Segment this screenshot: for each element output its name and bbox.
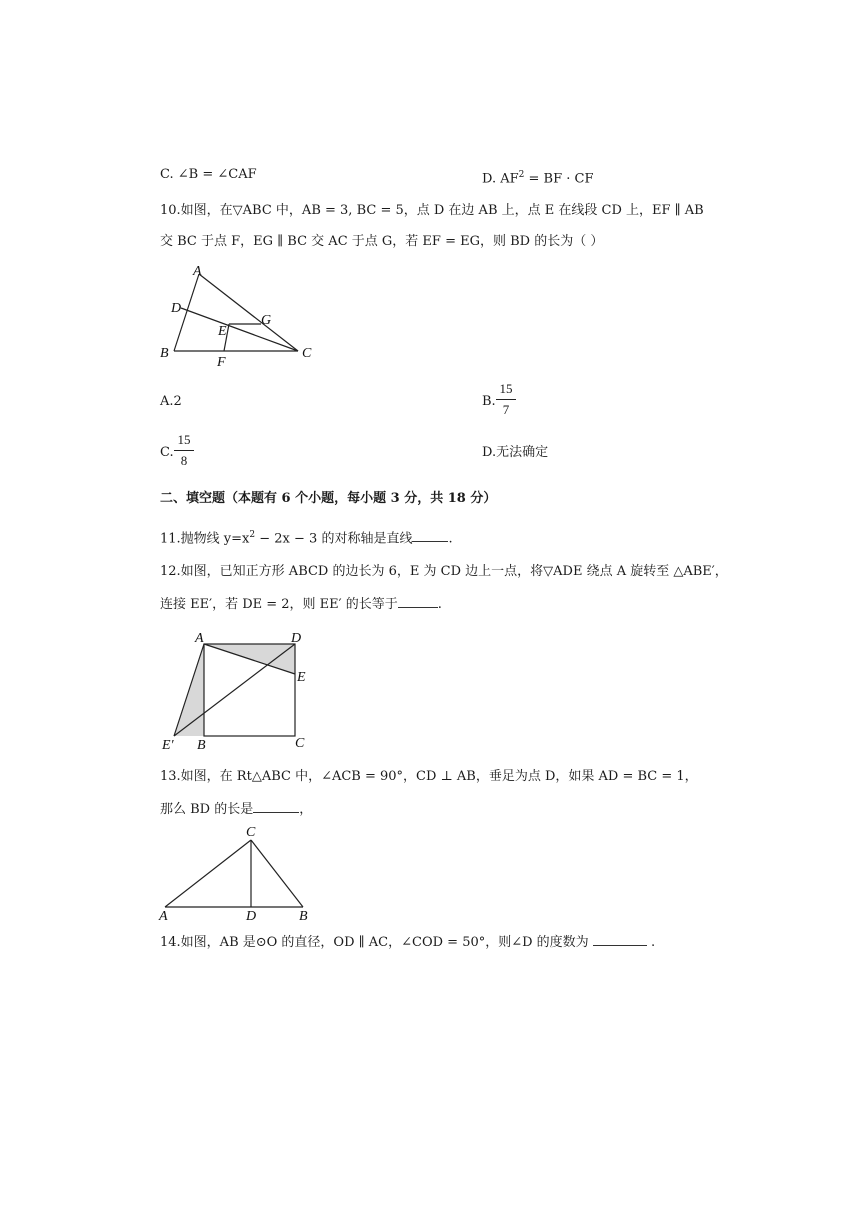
q9-option-c: C. ∠B = ∠CAF [160,167,257,182]
q13-answer-blank[interactable] [253,800,299,813]
q12-stem-line2: 连接 EE′，若 DE = 2，则 EE′ 的长等于 . [160,597,442,612]
q10-option-b-prefix: B. [482,394,496,409]
q10-label-d: D [171,301,182,316]
q13-label-b: B [299,909,308,924]
q10-label-c: C [302,346,312,361]
q10-label-a: A [193,264,202,279]
q10-option-c-fraction [174,432,194,469]
q13-label-d: D [246,909,257,924]
q11-answer-blank[interactable] [412,529,448,542]
q13-right-triangle-figure [155,822,320,924]
q12-label-a: A [195,631,204,646]
q10-stem-line1: 10.如图，在▽ABC 中，AB = 3, BC = 5，点 D 在边 AB 上，点 E 在线段 CD 上，EF ∥ AB [160,203,704,218]
q10-stem-line2: 交 BC 于点 F，EG ∥ BC 交 AC 于点 G，若 EF = EG，则 BD 的长为（ ） [160,234,604,249]
q13-stem-line2: 那么 BD 的长是 ， [160,802,313,817]
q10-label-e: E [218,324,227,339]
q13-label-c: C [246,825,256,840]
q13-stem-line1: 13.如图，在 Rt△ABC 中，∠ACB = 90°，CD ⊥ AB，垂足为点 D，如果 AD = BC = 1， [160,769,698,784]
q10-label-f: F [217,355,226,370]
fraction-denominator: 8 [180,453,188,468]
q14-answer-blank[interactable] [593,933,647,946]
q12-label-c: C [295,736,305,751]
fraction-denominator: 7 [502,402,510,417]
q12-answer-blank[interactable] [398,595,438,608]
q12-label-e: E [297,670,306,685]
q10-option-d: D.无法确定 [482,445,549,460]
q12-label-d: D [291,631,302,646]
fraction-numerator: 15 [499,381,513,396]
q12-square-figure [158,625,328,755]
q10-triangle-figure [150,262,330,372]
q12-label-e-prime: E′ [162,738,174,753]
section-fill-in-title: 二、填空题（本题有 6 个小题，每小题 3 分，共 18 分） [160,491,497,506]
q10-label-b: B [160,346,169,361]
q9-option-d: D. $AF^2$ = BF · CF [482,170,594,187]
fraction-numerator: 15 [177,432,191,447]
q10-option-a: A.2 [160,394,182,409]
q14-stem: 14.如图，AB 是⊙O 的直径，OD ∥ AC，∠COD = 50°，则∠D 的度数为 . [160,935,656,950]
q11-stem: 11.抛物线 $y=x^2 - 2x - 3$ 的对称轴是直线 . [160,530,453,547]
q13-label-a: A [159,909,168,924]
q10-option-b-fraction [496,381,516,418]
q10-label-g: G [261,313,272,328]
q12-label-b: B [197,738,206,753]
q12-stem-line1: 12.如图，已知正方形 ABCD 的边长为 6，E 为 CD 边上一点，将▽ADE 绕点 A 旋转至 △ABE′， [160,564,728,579]
q10-option-c-prefix: C. [160,445,174,460]
